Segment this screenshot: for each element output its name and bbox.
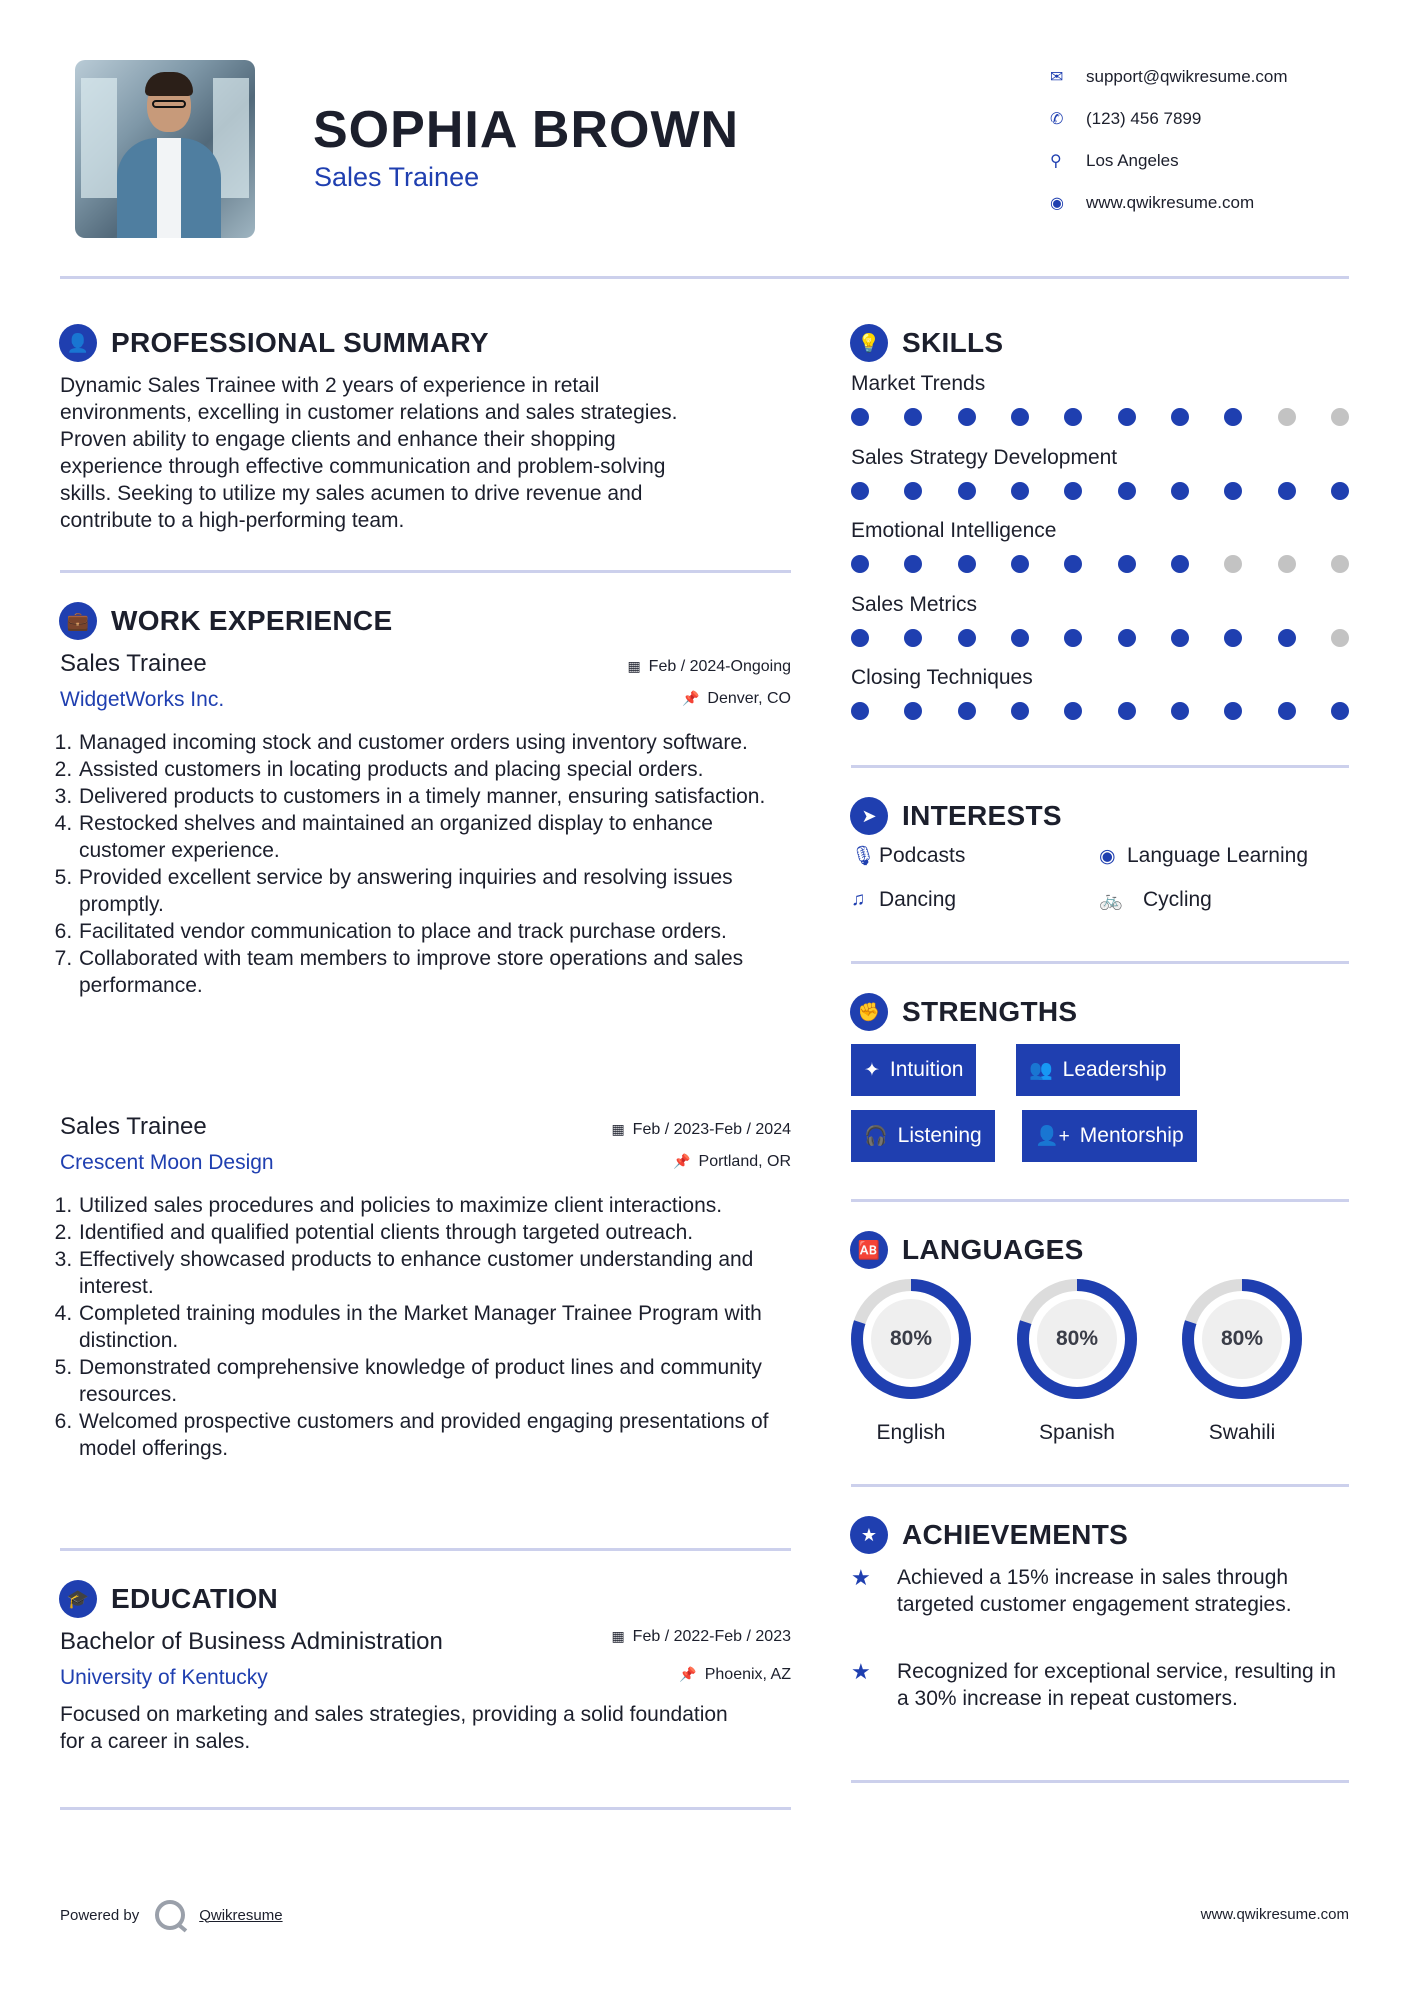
strength-mentorship: 👤+ Mentorship (1022, 1110, 1197, 1162)
rating-dot-filled (1118, 408, 1136, 426)
interest-podcasts: 🎙 Podcasts (851, 844, 966, 867)
headphones-icon: 🎧 (864, 1126, 888, 1147)
rating-dot-filled (1064, 408, 1082, 426)
rating-dot-empty (1278, 555, 1296, 573)
language-english (850, 1278, 972, 1445)
microphone-icon: 🎙 (851, 846, 876, 867)
list-item: 3. Effectively showcased products to enhance customer understanding and interest. (78, 1246, 800, 1300)
qwikresume-logo-icon (155, 1900, 185, 1930)
rating-dot-filled (904, 408, 922, 426)
paper-plane-icon: ➤ (850, 797, 888, 835)
work-heading (59, 602, 392, 640)
rating-dot-empty (1331, 555, 1349, 573)
rating-dot-filled (1011, 702, 1029, 720)
contact-block (1050, 56, 1288, 224)
map-pin-icon: ⚲ (1050, 153, 1062, 170)
calendar-icon: ▦ (611, 1628, 625, 1644)
rating-dot-empty (1224, 555, 1242, 573)
achievements-heading (850, 1516, 1128, 1554)
rating-dot-empty (1331, 629, 1349, 647)
pin-icon: 📌 (673, 1153, 691, 1169)
globe-icon: ◉ (1099, 845, 1116, 867)
list-item: 5. Provided excellent service by answering inquiries and resolving issues promptly. (78, 864, 800, 918)
magic-wand-icon: ✦ (864, 1059, 880, 1081)
language-percent: 80% (889, 1327, 933, 1350)
work-title: WORK EXPERIENCE (111, 605, 393, 636)
rating-dot-filled (1011, 555, 1029, 573)
job-bullets (60, 1192, 800, 1462)
contact-location (1050, 140, 1288, 182)
job-date: ▦ Feb / 2023-Feb / 2024 (611, 1121, 791, 1138)
education-heading (59, 1580, 278, 1618)
languages-heading (850, 1231, 1084, 1269)
rating-dot-filled (851, 629, 869, 647)
school-name: University of Kentucky (60, 1666, 268, 1689)
rating-dot-filled (1224, 482, 1242, 500)
music-icon: ♫ (851, 889, 866, 910)
skill-rating (851, 702, 1349, 720)
achievement-item: ★ Recognized for exceptional service, resulting in a 30% increase in repeat customers. (851, 1659, 1336, 1710)
globe-icon: ◉ (1050, 195, 1064, 212)
job-bullets (60, 729, 800, 999)
skill-rating (851, 482, 1349, 500)
degree-title: Bachelor of Business Administration (60, 1628, 443, 1655)
language-name: Swahili (1208, 1421, 1276, 1444)
job-company: WidgetWorks Inc. (60, 688, 225, 711)
summary-heading (59, 324, 489, 362)
bicycle-icon: 🚲 (1099, 890, 1123, 911)
strengths-divider (851, 1199, 1349, 1202)
user-plus-icon: 👤+ (1035, 1126, 1070, 1147)
rating-dot-empty (1278, 408, 1296, 426)
rating-dot-filled (1331, 482, 1349, 500)
rating-dot-filled (1171, 555, 1189, 573)
contact-phone[interactable] (1050, 98, 1288, 140)
interests-heading (850, 797, 1062, 835)
list-item: 4. Restocked shelves and maintained an organized display to enhance customer experience. (78, 810, 800, 864)
education-title: EDUCATION (111, 1583, 279, 1614)
envelope-icon: ✉ (1050, 69, 1064, 86)
strength-intuition: ✦ Intuition (851, 1044, 976, 1096)
contact-website[interactable] (1050, 182, 1288, 224)
rating-dot-filled (1171, 629, 1189, 647)
achievements-divider (851, 1780, 1349, 1783)
list-item: 1. Utilized sales procedures and policies to maximize client interactions. (78, 1192, 800, 1219)
rating-dot-filled (1011, 408, 1029, 426)
rating-dot-filled (958, 629, 976, 647)
rating-dot-filled (958, 482, 976, 500)
rating-dot-filled (1118, 555, 1136, 573)
pin-icon: 📌 (681, 690, 700, 706)
fist-icon: ✊ (850, 993, 888, 1031)
rating-dot-filled (904, 702, 922, 720)
skill-rating (851, 408, 1349, 426)
star-badge-icon: ★ (850, 1516, 888, 1554)
list-item: 6. Facilitated vendor communication to place and track purchase orders. (78, 918, 800, 945)
rating-dot-filled (1278, 702, 1296, 720)
language-card-icon: 🆎 (850, 1231, 888, 1269)
language-percent: 80% (1220, 1327, 1264, 1350)
rating-dot-filled (1064, 482, 1082, 500)
interests-divider (851, 961, 1349, 964)
strength-leadership: 👥 Leadership (1016, 1044, 1180, 1096)
job-date: ▦ Feb / 2024-Ongoing (627, 658, 791, 675)
interest-language-learning: ◉ Language Learning (1099, 844, 1309, 867)
pin-icon: 📌 (679, 1666, 697, 1682)
education-location: 📌 Phoenix, AZ (679, 1666, 791, 1683)
list-item: 5. Demonstrated comprehensive knowledge of product lines and community resources. (78, 1354, 800, 1408)
skill-name: Sales Strategy Development (851, 445, 1118, 469)
list-item: 6. Welcomed prospective customers and provided engaging presentations of model offerings. (78, 1408, 800, 1462)
job-title: Sales Trainee (60, 1113, 207, 1140)
rating-dot-filled (1224, 408, 1242, 426)
rating-dot-filled (1224, 629, 1242, 647)
strengths-heading (850, 993, 1077, 1031)
job-location: 📌 Denver, CO (681, 690, 791, 707)
skills-divider (851, 765, 1349, 768)
footer-url[interactable]: www.qwikresume.com (1200, 1906, 1349, 1923)
rating-dot-filled (1118, 629, 1136, 647)
skill-name: Closing Techniques (851, 666, 1033, 689)
calendar-icon: ▦ (611, 1121, 625, 1137)
candidate-name: SOPHIA BROWN (313, 101, 740, 159)
interest-dancing: ♫ Dancing (851, 888, 957, 911)
list-item: 4. Completed training modules in the Market Manager Trainee Program with distinction. (78, 1300, 800, 1354)
footer-powered-by: Powered by Qwikresume (60, 1900, 283, 1930)
rating-dot-filled (1064, 555, 1082, 573)
skill-name: Emotional Intelligence (851, 519, 1057, 542)
star-icon: ★ (851, 1659, 871, 1684)
rating-dot-filled (1171, 482, 1189, 500)
rating-dot-filled (1224, 702, 1242, 720)
rating-dot-filled (1064, 629, 1082, 647)
rating-dot-filled (1118, 702, 1136, 720)
language-swahili (1181, 1278, 1303, 1445)
skill-name: Sales Metrics (851, 592, 978, 616)
language-spanish (1016, 1278, 1138, 1445)
languages-divider (851, 1484, 1349, 1487)
skills-heading (850, 324, 1003, 362)
list-item: 2. Assisted customers in locating products and placing special orders. (78, 756, 800, 783)
graduation-icon: 🎓 (59, 1580, 97, 1618)
rating-dot-filled (851, 482, 869, 500)
calendar-icon: ▦ (627, 658, 641, 674)
profile-photo (75, 60, 255, 238)
rating-dot-filled (851, 408, 869, 426)
phone-icon: ✆ (1050, 111, 1064, 128)
header-divider (60, 276, 1349, 279)
briefcase-icon: 💼 (59, 602, 97, 640)
education-description: Focused on marketing and sales strategies, providing a solid foundation for a career in sales. (60, 1703, 728, 1753)
list-item: 7. Collaborated with team members to improve store operations and sales performance. (78, 945, 800, 999)
list-item: 3. Delivered products to customers in a timely manner, ensuring satisfaction. (78, 783, 800, 810)
summary-text: Dynamic Sales Trainee with 2 years of experience in retail environments, excelling in customer relations and sales strategies. Proven ability to engage clients and enhance their shopping experience through effective communication and problem-solving skills. Seeking to utilize my sales acumen to drive revenue and contribute to a high-performing team. (60, 374, 678, 532)
strengths-title: STRENGTHS (902, 996, 1078, 1027)
language-name: English (876, 1421, 946, 1444)
languages-title: LANGUAGES (902, 1234, 1084, 1265)
lightbulb-icon: 💡 (850, 324, 888, 362)
skills-title: SKILLS (902, 327, 1004, 358)
rating-dot-filled (904, 555, 922, 573)
education-divider (60, 1807, 791, 1810)
rating-dot-filled (851, 555, 869, 573)
rating-dot-filled (904, 629, 922, 647)
users-icon: 👥 (1029, 1060, 1053, 1081)
rating-dot-filled (1331, 702, 1349, 720)
rating-dot-filled (958, 555, 976, 573)
rating-dot-filled (1011, 482, 1029, 500)
work-divider (60, 1548, 791, 1551)
contact-email[interactable] (1050, 56, 1288, 98)
skill-name: Market Trends (851, 372, 986, 395)
skill-rating (851, 629, 1349, 647)
phone-text: (123) 456 7899 (1086, 109, 1202, 128)
rating-dot-filled (1278, 482, 1296, 500)
job-location: 📌 Portland, OR (673, 1153, 791, 1170)
candidate-role: Sales Trainee (314, 162, 480, 192)
list-item: 1. Managed incoming stock and customer orders using inventory software. (78, 729, 800, 756)
achievements-title: ACHIEVEMENTS (902, 1519, 1129, 1550)
rating-dot-empty (1331, 408, 1349, 426)
summary-title: PROFESSIONAL SUMMARY (111, 327, 489, 358)
rating-dot-filled (1278, 629, 1296, 647)
rating-dot-filled (1171, 408, 1189, 426)
rating-dot-filled (958, 408, 976, 426)
rating-dot-filled (851, 702, 869, 720)
rating-dot-filled (958, 702, 976, 720)
location-text: Los Angeles (1086, 151, 1179, 170)
list-item: 2. Identified and qualified potential clients through targeted outreach. (78, 1219, 800, 1246)
education-date: ▦ Feb / 2022-Feb / 2023 (611, 1628, 791, 1645)
rating-dot-filled (1118, 482, 1136, 500)
rating-dot-filled (904, 482, 922, 500)
rating-dot-filled (1011, 629, 1029, 647)
website-text: www.qwikresume.com (1086, 193, 1255, 212)
language-percent: 80% (1055, 1327, 1099, 1350)
interest-cycling: 🚲 Cycling (1099, 888, 1212, 911)
language-name: Spanish (1039, 1421, 1115, 1444)
job-company: Crescent Moon Design (60, 1151, 274, 1174)
strength-listening: 🎧 Listening (851, 1110, 995, 1162)
star-icon: ★ (851, 1565, 871, 1590)
achievement-item: ★ Achieved a 15% increase in sales through targeted customer engagement strategies. (851, 1565, 1292, 1616)
rating-dot-filled (1064, 702, 1082, 720)
rating-dot-filled (1171, 702, 1189, 720)
summary-divider (60, 570, 791, 573)
job-title: Sales Trainee (60, 650, 207, 677)
email-text: support@qwikresume.com (1086, 67, 1288, 86)
interests-title: INTERESTS (902, 800, 1062, 831)
user-icon: 👤 (59, 324, 97, 362)
brand-link[interactable]: Qwikresume (199, 1906, 283, 1924)
skill-rating (851, 555, 1349, 573)
